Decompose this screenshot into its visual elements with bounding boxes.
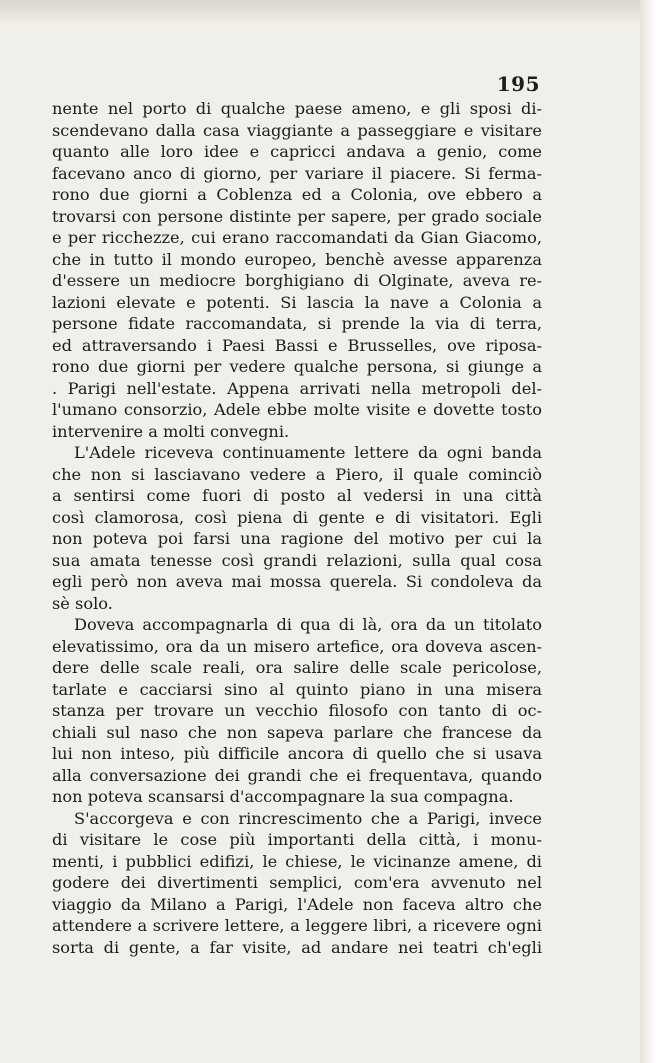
text-line: intervenire a molti convegni. <box>52 421 290 441</box>
text-line: facevano anco di giorno, per variare il piacere. Si ferma- <box>52 163 542 183</box>
text-line: viaggio da Milano a Parigi, l'Adele non faceva altro che <box>52 894 542 914</box>
body-text <box>52 98 542 958</box>
text-line: quanto alle loro idee e capricci andava a genio, come <box>52 142 542 161</box>
text-line: scendevano dalla casa viaggiante a passeggiare e visitare <box>52 120 542 140</box>
text-line: egli però non aveva mai mossa querela. Si condoleva da <box>52 572 542 591</box>
text-line: dere delle scale reali, ora salire delle scale pericolose, <box>52 658 542 677</box>
text-line: elevatissimo, ora da un misero artefice, ora doveva ascen- <box>52 636 542 656</box>
text-line: che in tutto il mondo europeo, benchè avesse apparenza <box>52 249 542 269</box>
text-line: sè solo. <box>52 593 113 613</box>
text-line: che non si lasciavano vedere a Piero, il quale cominciò <box>52 464 542 484</box>
text-line: d'essere un mediocre borghigiano di Olginate, aveva re- <box>52 271 542 290</box>
text-line: S'accorgeva e con rincrescimento che a Parigi, invece <box>74 808 542 828</box>
text-line: menti, i pubblici edifizi, le chiese, le vicinanze amene, di <box>52 851 542 871</box>
text-line: rono due giorni per vedere qualche persona, si giunge a <box>52 357 542 376</box>
text-line: nente nel porto di qualche paese ameno, e gli sposi di- <box>52 99 542 118</box>
text-line: Doveva accompagnarla di qua di là, ora da un titolato <box>74 615 542 634</box>
text-line: persone fidate raccomandata, si prende la via di terra, <box>52 314 542 333</box>
text-line: L'Adele riceveva continuamente lettere da ogni banda <box>74 443 542 462</box>
text-line: sua amata tenesse così grandi relazioni, sulla qual cosa <box>52 550 542 570</box>
text-line: lui non inteso, più difficile ancora di quello che si usava <box>52 744 542 763</box>
text-line: . Parigi nell'estate. Appena arrivati nella metropoli del- <box>52 378 542 398</box>
text-line: trovarsi con persone distinte per sapere, per grado sociale <box>52 206 542 226</box>
text-line: a sentirsi come fuori di posto al vedersi in una città <box>52 486 542 505</box>
text-line: così clamorosa, così piena di gente e di visitatori. Egli <box>52 507 542 527</box>
text-line: sorta di gente, a far visite, ad andare nei teatri ch'egli <box>52 937 542 957</box>
text-line: non poteva poi farsi una ragione del motivo per cui la <box>52 529 542 548</box>
text-line: tarlate e cacciarsi sino al quinto piano in una misera <box>52 679 542 699</box>
page-edge <box>640 0 656 1063</box>
text-line: godere dei divertimenti semplici, com'era avvenuto nel <box>52 873 542 892</box>
text-line: alla conversazione dei grandi che ei frequentava, quando <box>52 765 542 785</box>
text-line: di visitare le cose più importanti della città, i monu- <box>52 830 542 849</box>
text-line: stanza per trovare un vecchio filosofo con tanto di oc- <box>52 701 542 720</box>
text-line: lazioni elevate e potenti. Si lascia la nave a Colonia a <box>52 292 542 312</box>
page-number: 195 <box>496 72 540 96</box>
text-line: ed attraversando i Paesi Bassi e Brusselles, ove riposa- <box>52 335 542 355</box>
text-line: e per ricchezze, cui erano raccomandati da Gian Giacomo, <box>52 228 542 247</box>
text-line: rono due giorni a Coblenza ed a Colonia, ove ebbero a <box>52 185 542 204</box>
page-top-shadow <box>0 0 640 26</box>
text-line: attendere a scrivere lettere, a leggere libri, a ricevere ogni <box>52 916 542 935</box>
text-line: non poteva scansarsi d'accompagnare la sua compagna. <box>52 787 514 806</box>
text-line: l'umano consorzio, Adele ebbe molte visite e dovette tosto <box>52 400 542 419</box>
text-line: chiali sul naso che non sapeva parlare che francese da <box>52 722 542 742</box>
